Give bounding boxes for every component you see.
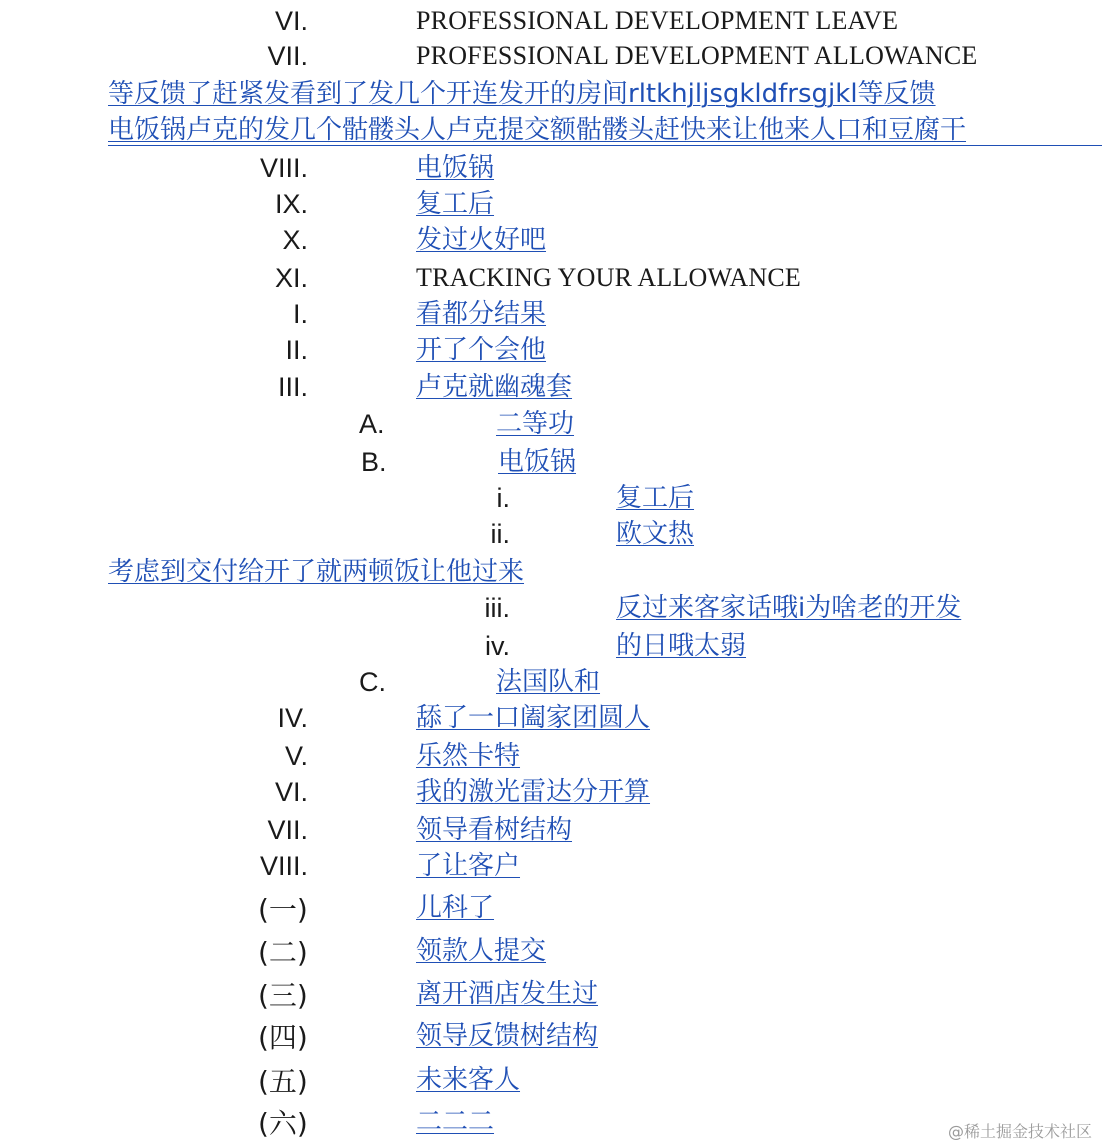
wrapped-link-line[interactable] bbox=[108, 78, 1102, 110]
outline-number: V. bbox=[284, 741, 308, 771]
section-heading: PROFESSIONAL DEVELOPMENT LEAVE bbox=[416, 6, 899, 35]
wrapped-link-line[interactable] bbox=[108, 114, 1102, 146]
site-watermark: @稀土掘金技术社区 bbox=[947, 1122, 1092, 1141]
outline-link[interactable]: 儿科了 bbox=[416, 893, 495, 923]
outline-roman: ii. bbox=[490, 519, 510, 549]
outline-cn-number: (六) bbox=[258, 1107, 308, 1140]
outline-link[interactable]: 领款人提交 bbox=[416, 936, 547, 966]
link-underline bbox=[108, 145, 1102, 146]
outline-number: III. bbox=[277, 372, 308, 402]
outline-link[interactable]: 开了个会他 bbox=[416, 335, 547, 365]
outline-number: X. bbox=[282, 225, 308, 255]
link-text[interactable]: 等反馈了赶紧发看到了发几个开连发开的房间rltkhjljsgkldfrsgjkl等反馈 bbox=[108, 79, 936, 109]
outline-roman: i. bbox=[496, 483, 510, 513]
outline-number: VI. bbox=[274, 6, 308, 36]
outline-letter: C. bbox=[359, 667, 386, 697]
outline-letter: B. bbox=[361, 447, 387, 477]
outline-number: I. bbox=[292, 299, 308, 329]
outline-cn-number: (五) bbox=[258, 1065, 308, 1098]
section-heading: PROFESSIONAL DEVELOPMENT ALLOWANCE bbox=[416, 41, 978, 70]
outline-number: VII. bbox=[267, 815, 308, 845]
outline-link[interactable]: 我的激光雷达分开算 bbox=[416, 777, 651, 807]
outline-link[interactable]: 电饭锅 bbox=[416, 153, 495, 183]
outline-number: VIII. bbox=[259, 851, 308, 881]
outline-link[interactable]: 未来客人 bbox=[416, 1065, 521, 1095]
outline-cn-number: (四) bbox=[258, 1021, 308, 1054]
outline-link[interactable]: 了让客户 bbox=[416, 851, 521, 881]
outline-cn-number: (三) bbox=[258, 979, 308, 1012]
outline-number: II. bbox=[285, 335, 308, 365]
wrapped-link-line[interactable]: 考虑到交付给开了就两顿饭让他过来 bbox=[108, 557, 525, 587]
outline-number: VI. bbox=[274, 777, 308, 807]
outline-link[interactable]: 电饭锅 bbox=[498, 447, 577, 477]
outline-link[interactable]: 舔了一口阖家团圆人 bbox=[416, 703, 651, 733]
outline-link[interactable]: 领导反馈树结构 bbox=[416, 1021, 599, 1051]
outline-roman: iv. bbox=[485, 631, 510, 661]
outline-number: VIII. bbox=[259, 153, 308, 183]
outline-number: VII. bbox=[267, 41, 308, 71]
outline-link[interactable]: 发过火好吧 bbox=[416, 225, 547, 255]
outline-cn-number: (二) bbox=[258, 936, 308, 969]
outline-link[interactable]: 离开酒店发生过 bbox=[416, 979, 599, 1009]
outline-link[interactable]: 法国队和 bbox=[496, 667, 601, 697]
outline-link[interactable]: 的日哦太弱 bbox=[616, 631, 747, 661]
outline-link[interactable]: 领导看树结构 bbox=[416, 815, 573, 845]
outline-number: IX. bbox=[274, 189, 308, 219]
outline-letter: A. bbox=[359, 409, 385, 439]
outline-link[interactable]: 二等功 bbox=[496, 409, 575, 439]
outline-roman: iii. bbox=[484, 593, 510, 623]
outline-link[interactable]: 看都分结果 bbox=[416, 299, 547, 329]
outline-link[interactable]: 乐然卡特 bbox=[416, 741, 521, 771]
outline-link[interactable]: 卢克就幽魂套 bbox=[416, 372, 573, 402]
outline-number: XI. bbox=[274, 263, 308, 293]
outline-link[interactable]: 复工后 bbox=[416, 189, 495, 219]
link-text[interactable]: 电饭锅卢克的发几个骷髅头人卢克提交额骷髅头赶快来让他来人口和豆腐干 bbox=[108, 115, 967, 145]
outline-link[interactable]: 二二二 bbox=[416, 1107, 495, 1137]
outline-number: IV. bbox=[277, 703, 308, 733]
outline-link[interactable]: 复工后 bbox=[616, 483, 695, 513]
outline-link[interactable]: 反过来客家话哦i为啥老的开发 bbox=[616, 593, 962, 623]
section-heading: TRACKING YOUR ALLOWANCE bbox=[416, 263, 801, 292]
outline-link[interactable]: 欧文热 bbox=[616, 519, 695, 549]
outline-cn-number: (一) bbox=[258, 893, 308, 926]
